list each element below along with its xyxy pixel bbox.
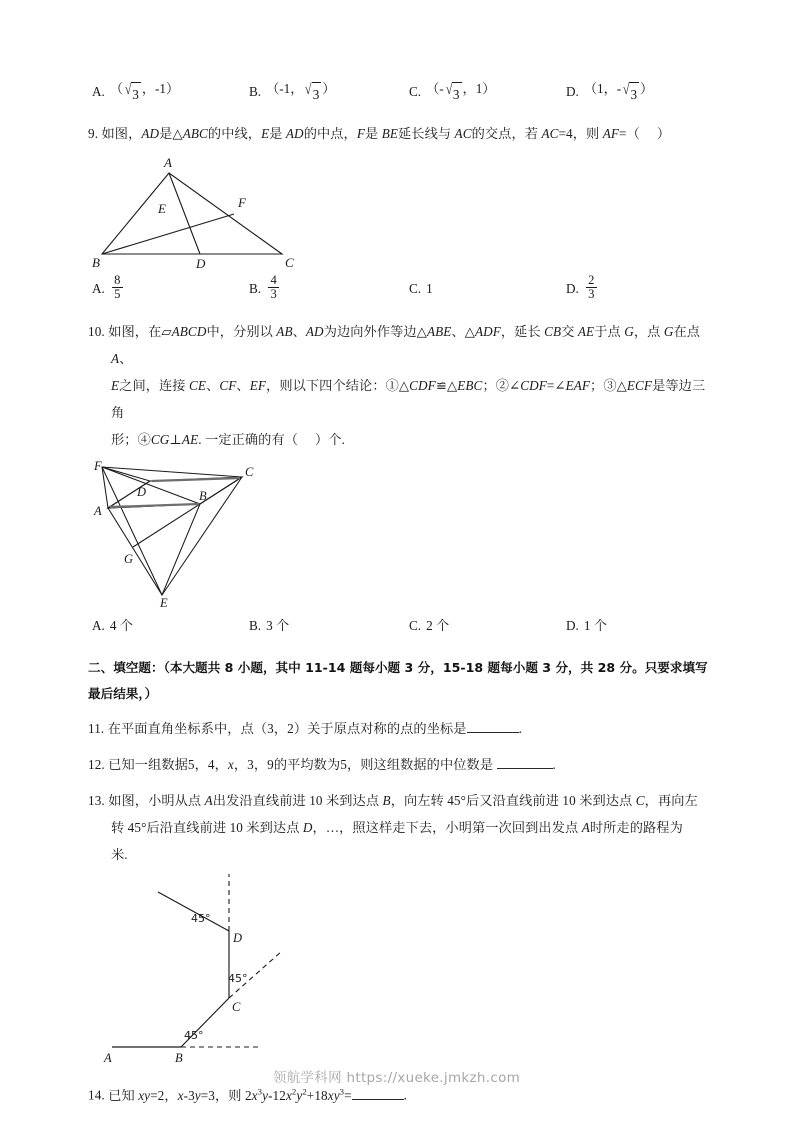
q13-angle-at-C: 45° (228, 972, 248, 986)
q8-option-d-label: D. (566, 84, 579, 99)
q10-stem-text-2: E之间，连接 CE、CF、EF，则以下四个结论：①△CDF≌△EBC；②∠CDF=∠EAF；③△ECF是等边三角 (111, 378, 706, 421)
q14-period: . (403, 1087, 408, 1103)
q9-option-a-numerator: 8 (114, 273, 121, 287)
page-content (88, 78, 708, 1109)
q9-option-d-fraction (586, 274, 597, 301)
q12-number: 12. (88, 757, 105, 773)
q13-line2 (88, 814, 708, 841)
q9-option-c-value: 1 (426, 280, 433, 296)
q8-option-b[interactable] (249, 78, 409, 106)
q10-label-D: D (137, 485, 147, 500)
section-2-heading-line2: 最后结果，） (88, 686, 158, 702)
q9-number: 9. (88, 126, 99, 141)
q11-period: . (518, 721, 522, 737)
q10-option-c-value: 2 个 (426, 618, 450, 634)
q9-option-d-numerator: 2 (588, 273, 595, 287)
q10-option-a[interactable] (92, 615, 249, 637)
q9-option-c[interactable] (409, 278, 566, 300)
q11-number: 11. (88, 721, 105, 737)
q10-option-a-value: 4 个 (109, 618, 133, 634)
q9-option-d[interactable] (566, 275, 599, 302)
q8-option-a-label: A. (92, 84, 105, 99)
q13-text-1: 如图，小明从点 A出发沿直线前进 10 米到达点 B，向左转 45°后又沿直线前进 10 米到达点 C，再向左 (108, 793, 698, 809)
q14-answer-blank[interactable] (352, 1087, 404, 1100)
q13-angle-at-B: 45° (184, 1029, 204, 1043)
q9-label-E: E (158, 201, 166, 216)
q8-option-b-value: （-1， √ 3 ） (266, 78, 335, 106)
q9-option-b[interactable] (249, 275, 409, 302)
q9-option-a[interactable] (92, 275, 249, 302)
q8-option-d-value: （1，- √ 3 ） (584, 78, 653, 106)
q13-text-3: 米. (111, 847, 128, 863)
q10-label-F: F (94, 459, 102, 474)
q10-option-a-label: A. (92, 618, 105, 634)
q9-option-b-denominator: 3 (270, 287, 277, 302)
q10-stem-line3 (88, 426, 708, 453)
q13-label-C: C (232, 1000, 241, 1015)
q13-label-B: B (175, 1051, 183, 1066)
q10-option-d-value: 1 个 (583, 618, 607, 634)
q12-text: 已知一组数据5，4，x，3，9的平均数为5，则这组数据的中位数是 (108, 757, 497, 773)
q8-option-c[interactable] (409, 78, 566, 106)
q10-option-d[interactable] (566, 615, 607, 637)
q14-text: 已知 xy=2，x-3y=3，则 $2x^3y-12x^2y^2+18xy^3=$ (108, 1086, 352, 1103)
q13-line1 (88, 787, 708, 814)
q9-label-F: F (238, 195, 246, 210)
q10-label-A: A (94, 504, 102, 519)
footer-watermark: 领航学科网 https://xueke.jmkzh.com (272, 1070, 521, 1086)
q9-figure (92, 151, 708, 269)
q10-option-d-label: D. (566, 618, 579, 634)
q8-options-row (88, 78, 708, 106)
q9-options-row (88, 275, 708, 302)
q9-option-c-label: C. (409, 280, 422, 296)
q9-option-a-denominator: 5 (114, 287, 121, 302)
q9-option-d-label: D. (566, 280, 579, 296)
q11-answer-blank[interactable] (467, 720, 519, 733)
q9-option-a-label: A. (92, 280, 105, 296)
q13-label-A: A (104, 1051, 112, 1066)
q13-angle-at-D: 45° (191, 912, 211, 926)
q9-label-C: C (285, 255, 294, 269)
q10-option-c[interactable] (409, 615, 566, 637)
q11-text: 在平面直角坐标系中，点（3，2）关于原点对称的点的坐标是 (107, 721, 467, 737)
q13-figure (96, 874, 708, 1074)
q10-label-B: B (199, 489, 207, 504)
q10-option-c-label: C. (409, 618, 422, 634)
q9-option-b-numerator: 4 (270, 273, 277, 287)
q12-period: . (552, 757, 556, 773)
q8-option-c-value: （- √ 3 ，1） (426, 78, 495, 106)
q10-stem-text-1: 如图，在▱ABCD中，分别以 AB、AD为边向外作等边△ABE、△ADF，延长 CB交 AE于点 G，点 G在点 A、 (108, 324, 701, 367)
q14-number: 14. (88, 1087, 105, 1103)
q10-option-b-label: B. (249, 618, 262, 634)
q10-number: 10. (88, 324, 105, 340)
q9-stem: 如图，AD是△ABC的中线，E是 AD的中点，F是 BE延长线与 AC的交点，若 AC=4，则 AF=（ ） (101, 126, 671, 141)
q9-option-b-fraction (268, 274, 279, 301)
q9-label-A: A (164, 155, 172, 170)
q13-label-D: D (233, 931, 243, 946)
q9-stem-row (88, 120, 708, 147)
q10-stem-text-3: 形；④CG⊥AE. 一定正确的有（ ）个. (111, 432, 345, 448)
q8-option-d[interactable] (566, 78, 653, 106)
q10-stem-line2 (88, 372, 708, 426)
q9-option-a-fraction (112, 274, 123, 301)
q8-option-c-label: C. (409, 84, 422, 99)
q8-option-b-label: B. (249, 84, 262, 99)
q10-label-C: C (245, 465, 254, 480)
q8-option-a[interactable] (92, 78, 249, 106)
q10-options-row (88, 615, 708, 637)
q13-line3 (88, 841, 708, 868)
q9-option-b-label: B. (249, 280, 262, 296)
q13-text-2: 转 45°后沿直线前进 10 米到达点 D，…，照这样走下去，小明第一次回到出发点 A时所走的路程为 (111, 820, 683, 836)
q9-label-B: B (92, 255, 100, 269)
q12-row (88, 751, 708, 778)
q10-stem-line1 (88, 318, 708, 372)
section-2-heading-line1: 二、填空题：（本大题共 8 小题，其中 11-14 题每小题 3 分，15-18 题每小题 3 分，共 28 分。只要求填写 (88, 660, 708, 676)
q10-option-b-value: 3 个 (266, 618, 290, 634)
q13-number: 13. (88, 793, 105, 809)
q12-answer-blank[interactable] (497, 756, 553, 769)
q8-option-a-value: （ √ 3 ，-1） (110, 78, 179, 106)
q9-option-d-denominator: 3 (588, 287, 595, 302)
q11-row (88, 715, 708, 742)
q10-option-b[interactable] (249, 615, 409, 637)
q10-figure (90, 459, 708, 609)
q9-label-D: D (196, 256, 206, 269)
q10-label-G: G (124, 552, 134, 567)
q10-label-E: E (160, 596, 168, 610)
